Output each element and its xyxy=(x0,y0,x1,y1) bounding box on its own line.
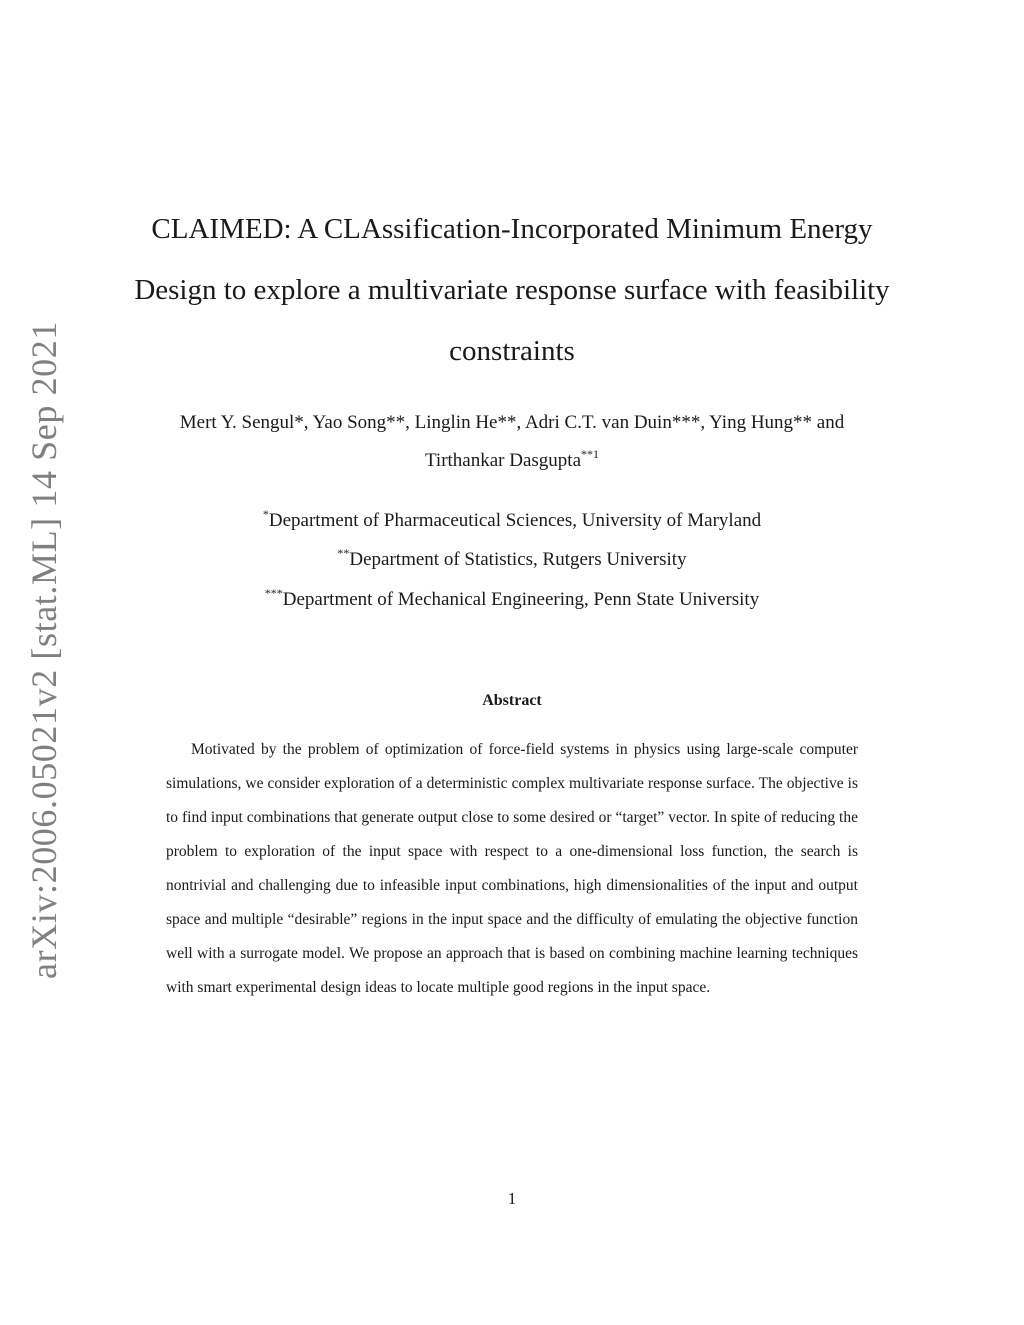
page-number: 1 xyxy=(507,1189,517,1208)
affiliation-text: Department of Statistics, Rutgers University xyxy=(349,549,687,570)
affiliation-marker: * xyxy=(262,507,269,521)
authors-line-2 xyxy=(120,442,904,480)
arxiv-identifier: arXiv:2006.05021v2 [stat.ML] 14 Sep 2021 xyxy=(24,321,64,979)
author-list xyxy=(120,404,904,480)
paper-title: CLAIMED: A CLAssification-Incorporated Minimum Energy Design to explore a multivariate response surface with feasibility constraints xyxy=(134,213,890,367)
affiliation-2 xyxy=(120,548,904,572)
author-superscript: **1 xyxy=(581,447,600,461)
affiliation-marker: ** xyxy=(337,546,350,560)
abstract-body: Motivated by the problem of optimization of force-field systems in physics using large-scale computer simulations, we consider exploration of a deterministic complex multivariate response surface. The objective is to find input combinations that generate output close to some desired or “target” vector. In spite of reducing the problem to exploration of the input space with respect to a one-dimensional loss function, the search is nontrivial and challenging due to infeasible input combinations, high dimensionalities of the input and output space and multiple “desirable” regions in the input space and the difficulty of emulating the objective function well with a surrogate model. We propose an approach that is based on combining machine learning techniques with smart experimental design ideas to locate multiple good regions in the input space. xyxy=(166,741,858,996)
authors-line-1: Mert Y. Sengul*, Yao Song**, Linglin He**, Adri C.T. van Duin***, Ying Hung** and xyxy=(179,412,845,433)
author-name: Tirthankar Dasgupta xyxy=(424,450,582,471)
affiliation-3 xyxy=(120,588,904,612)
affiliation-1 xyxy=(120,509,904,533)
affiliation-text: Department of Pharmaceutical Sciences, University of Maryland xyxy=(268,510,762,531)
affiliation-marker: *** xyxy=(264,586,283,600)
abstract-heading: Abstract xyxy=(482,692,542,709)
affiliation-text: Department of Mechanical Engineering, Penn State University xyxy=(282,589,760,610)
